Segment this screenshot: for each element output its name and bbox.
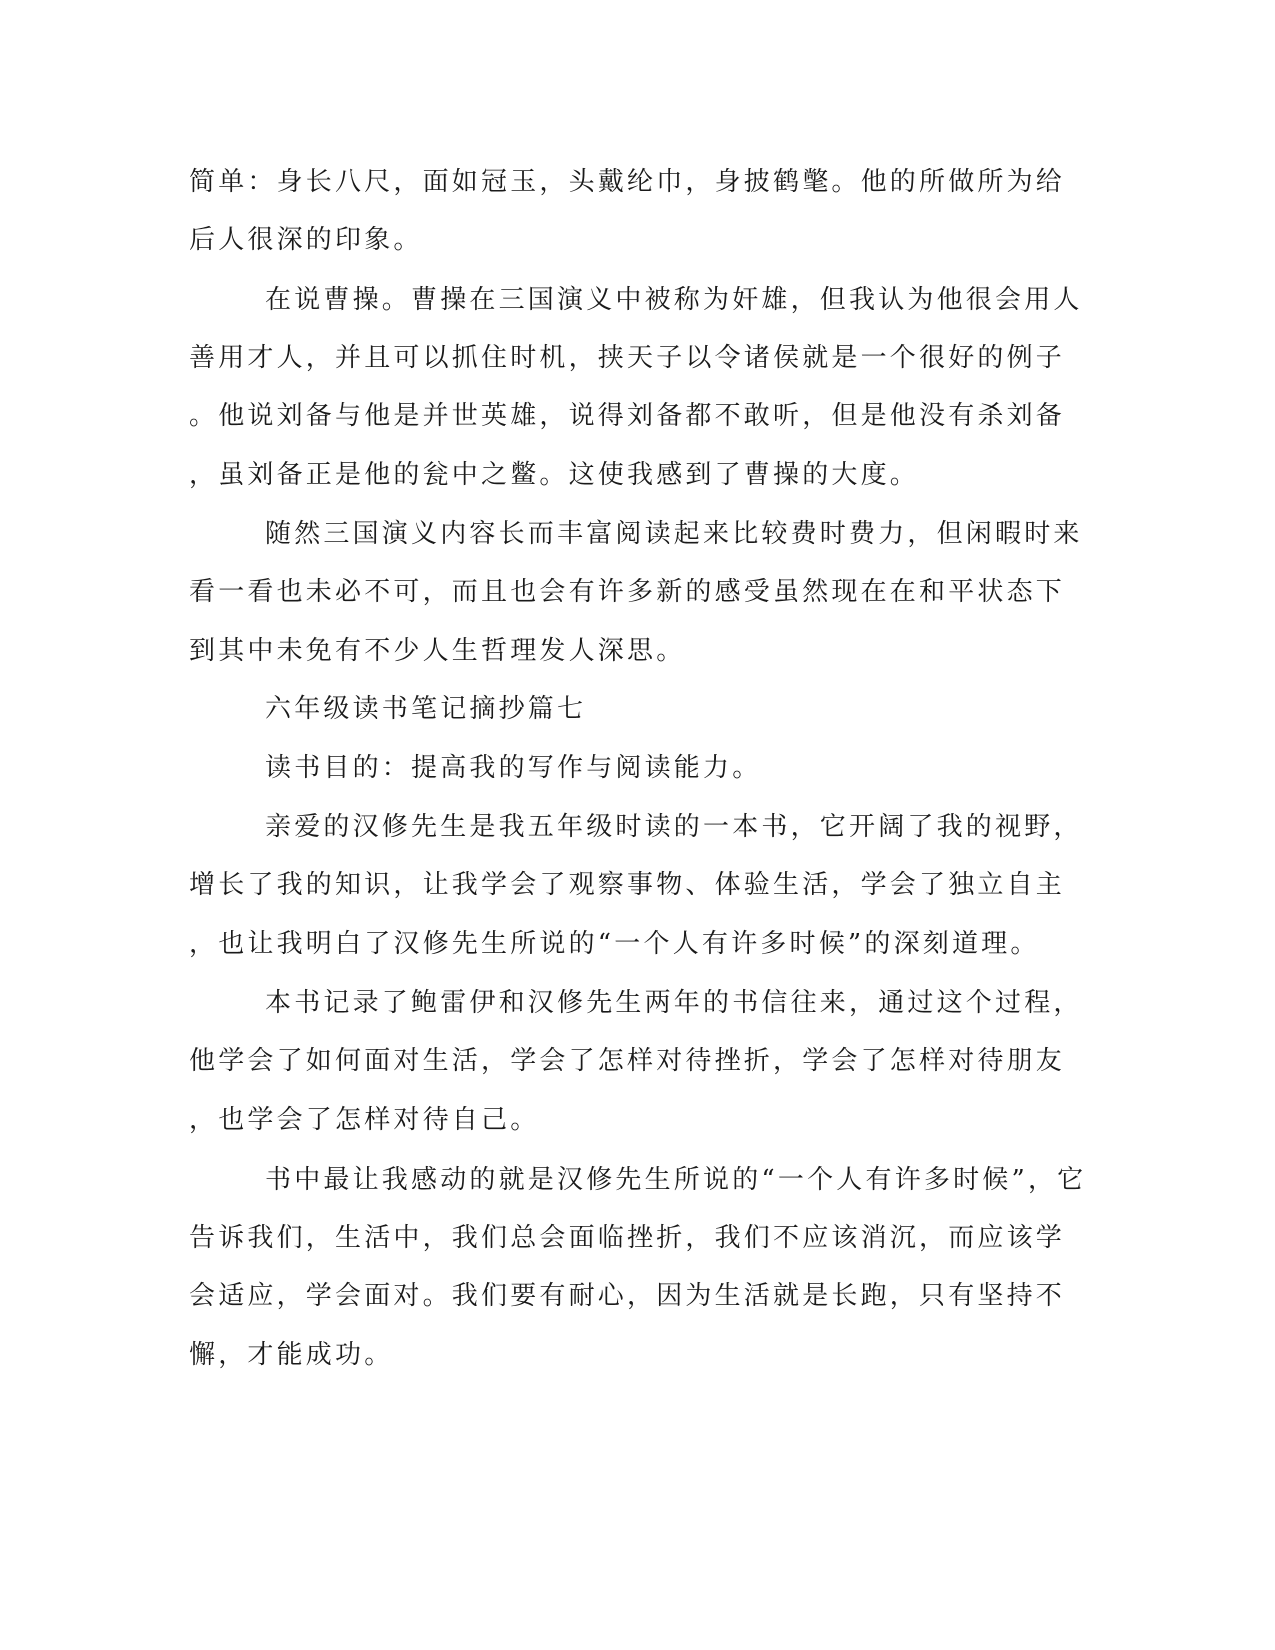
paragraph-start: 在说曹操。曹操在三国演义中被称为奸雄，但我认为他很会用人	[265, 285, 1083, 315]
paragraph-start: 书中最让我感动的就是汉修先生所说的“一个人有许多时候”，它	[265, 1165, 1087, 1195]
text-line: 告诉我们，生活中，我们总会面临挫折，我们不应该消沉，而应该学	[189, 1223, 1066, 1253]
text-line: 。他说刘备与他是并世英雄，说得刘备都不敢听，但是他没有杀刘备	[189, 401, 1066, 431]
paragraph-start: 亲爱的汉修先生是我五年级时读的一本书，它开阔了我的视野，	[265, 812, 1083, 842]
section-heading: 六年级读书笔记摘抄篇七	[265, 694, 587, 724]
text-line: 增长了我的知识，让我学会了观察事物、体验生活，学会了独立自主	[189, 870, 1066, 900]
text-line: ，虽刘备正是他的瓮中之鳖。这使我感到了曹操的大度。	[189, 460, 920, 490]
text-line: 懈，才能成功。	[189, 1340, 394, 1370]
text-line: 他学会了如何面对生活，学会了怎样对待挫折，学会了怎样对待朋友	[189, 1046, 1066, 1076]
text-line: ，也学会了怎样对待自己。	[189, 1105, 540, 1135]
text-line: 到其中未免有不少人生哲理发人深思。	[189, 636, 686, 666]
paragraph-start: 随然三国演义内容长而丰富阅读起来比较费时费力，但闲暇时来	[265, 519, 1083, 549]
text-line: 善用才人，并且可以抓住时机，挟天子以令诸侯就是一个很好的例子	[189, 343, 1066, 373]
text-line: 简单：身长八尺，面如冠玉，头戴纶巾，身披鹤氅。他的所做所为给	[189, 167, 1066, 197]
text-line: ，也让我明白了汉修先生所说的“一个人有许多时候”的深刻道理。	[189, 929, 1040, 959]
text-line: 看一看也未必不可，而且也会有许多新的感受虽然现在在和平状态下	[189, 577, 1066, 607]
text-line: 后人很深的印象。	[189, 225, 423, 255]
text-line: 会适应，学会面对。我们要有耐心，因为生活就是长跑，只有坚持不	[189, 1281, 1066, 1311]
paragraph-start: 本书记录了鲍雷伊和汉修先生两年的书信往来，通过这个过程，	[265, 988, 1083, 1018]
paragraph-start: 读书目的：提高我的写作与阅读能力。	[265, 753, 762, 783]
